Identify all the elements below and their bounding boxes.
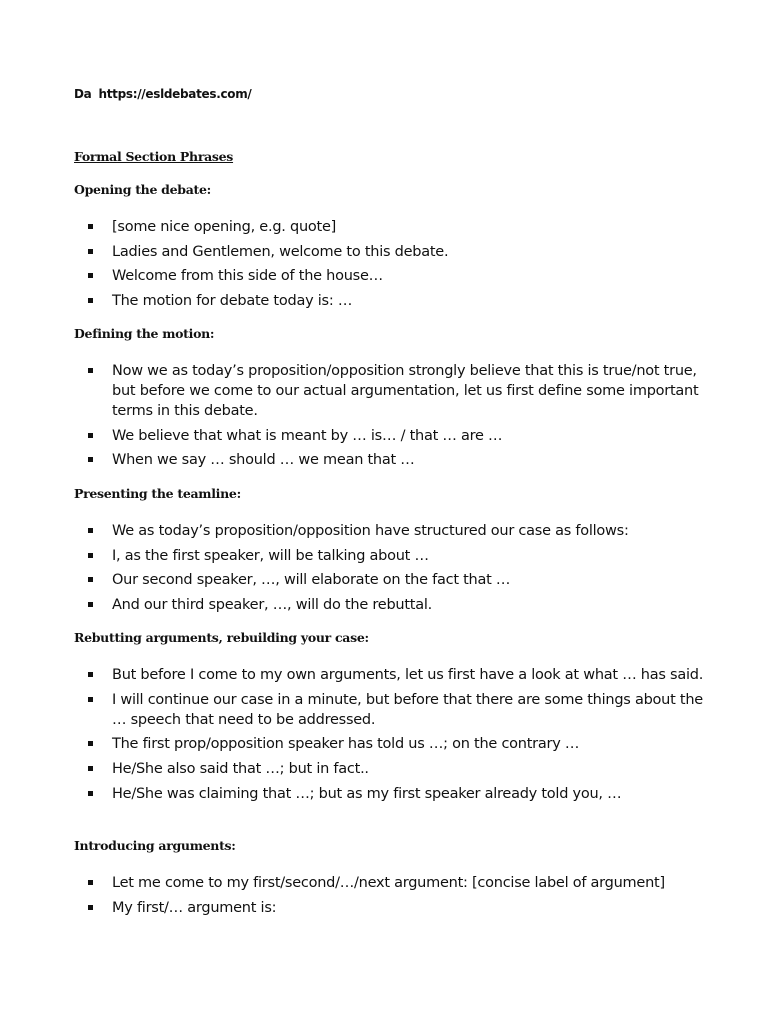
source-prefix: Da — [74, 87, 92, 101]
list-item: But before I come to my own arguments, let us first have a look at what … has said. — [74, 665, 714, 685]
bullet-icon — [88, 905, 93, 910]
section-heading: Opening the debate: — [74, 182, 211, 197]
section-defining-motion — [74, 326, 714, 475]
source-line — [74, 87, 252, 101]
section-presenting-teamline — [74, 486, 714, 620]
list-item: Let me come to my first/second/…/next argument: [concise label of argument] — [74, 873, 714, 893]
list-item: I will continue our case in a minute, but before that there are some things about the … speech that need to be addressed. — [74, 690, 714, 730]
list-item: Our second speaker, …, will elaborate on the fact that … — [74, 570, 714, 590]
document-title: Formal Section Phrases — [74, 149, 234, 164]
bullet-icon — [88, 249, 93, 254]
section-rebutting-arguments — [74, 630, 714, 808]
bullet-icon — [88, 273, 93, 278]
list-item: [some nice opening, e.g. quote] — [74, 217, 714, 237]
bullet-list — [74, 521, 714, 615]
section-opening-debate — [74, 182, 714, 316]
list-item: He/She was claiming that …; but as my first speaker already told you, … — [74, 784, 714, 804]
list-item: I, as the first speaker, will be talking about … — [74, 546, 714, 566]
list-item: We as today’s proposition/opposition have structured our case as follows: — [74, 521, 714, 541]
bullet-icon — [88, 224, 93, 229]
bullet-icon — [88, 766, 93, 771]
section-heading: Presenting the teamline: — [74, 486, 241, 501]
list-item: We believe that what is meant by … is… / that … are … — [74, 426, 714, 446]
bullet-icon — [88, 553, 93, 558]
bullet-icon — [88, 791, 93, 796]
bullet-icon — [88, 697, 93, 702]
list-item: Now we as today’s proposition/opposition strongly believe that this is true/not true, but before we come to our actual argumentation, let us first define some important terms in this debate. — [74, 361, 714, 421]
section-heading: Defining the motion: — [74, 326, 215, 341]
list-item: The first prop/opposition speaker has told us …; on the contrary … — [74, 734, 714, 754]
bullet-icon — [88, 457, 93, 462]
list-item: And our third speaker, …, will do the rebuttal. — [74, 595, 714, 615]
bullet-list — [74, 217, 714, 311]
bullet-icon — [88, 298, 93, 303]
bullet-list — [74, 873, 714, 918]
list-item: Ladies and Gentlemen, welcome to this debate. — [74, 242, 714, 262]
list-item: When we say … should … we mean that … — [74, 450, 714, 470]
list-item: The motion for debate today is: … — [74, 291, 714, 311]
list-item: He/She also said that …; but in fact.. — [74, 759, 714, 779]
bullet-icon — [88, 741, 93, 746]
bullet-icon — [88, 880, 93, 885]
bullet-icon — [88, 368, 93, 373]
bullet-icon — [88, 433, 93, 438]
section-heading: Introducing arguments: — [74, 838, 236, 853]
bullet-icon — [88, 528, 93, 533]
bullet-list — [74, 361, 714, 470]
bullet-list — [74, 665, 714, 804]
list-item: My first/… argument is: — [74, 898, 714, 918]
bullet-icon — [88, 602, 93, 607]
list-item: Welcome from this side of the house… — [74, 266, 714, 286]
source-url[interactable]: https://esldebates.com/ — [98, 87, 252, 101]
section-introducing-arguments — [74, 838, 714, 922]
bullet-icon — [88, 672, 93, 677]
bullet-icon — [88, 577, 93, 582]
section-heading: Rebutting arguments, rebuilding your case: — [74, 630, 369, 645]
